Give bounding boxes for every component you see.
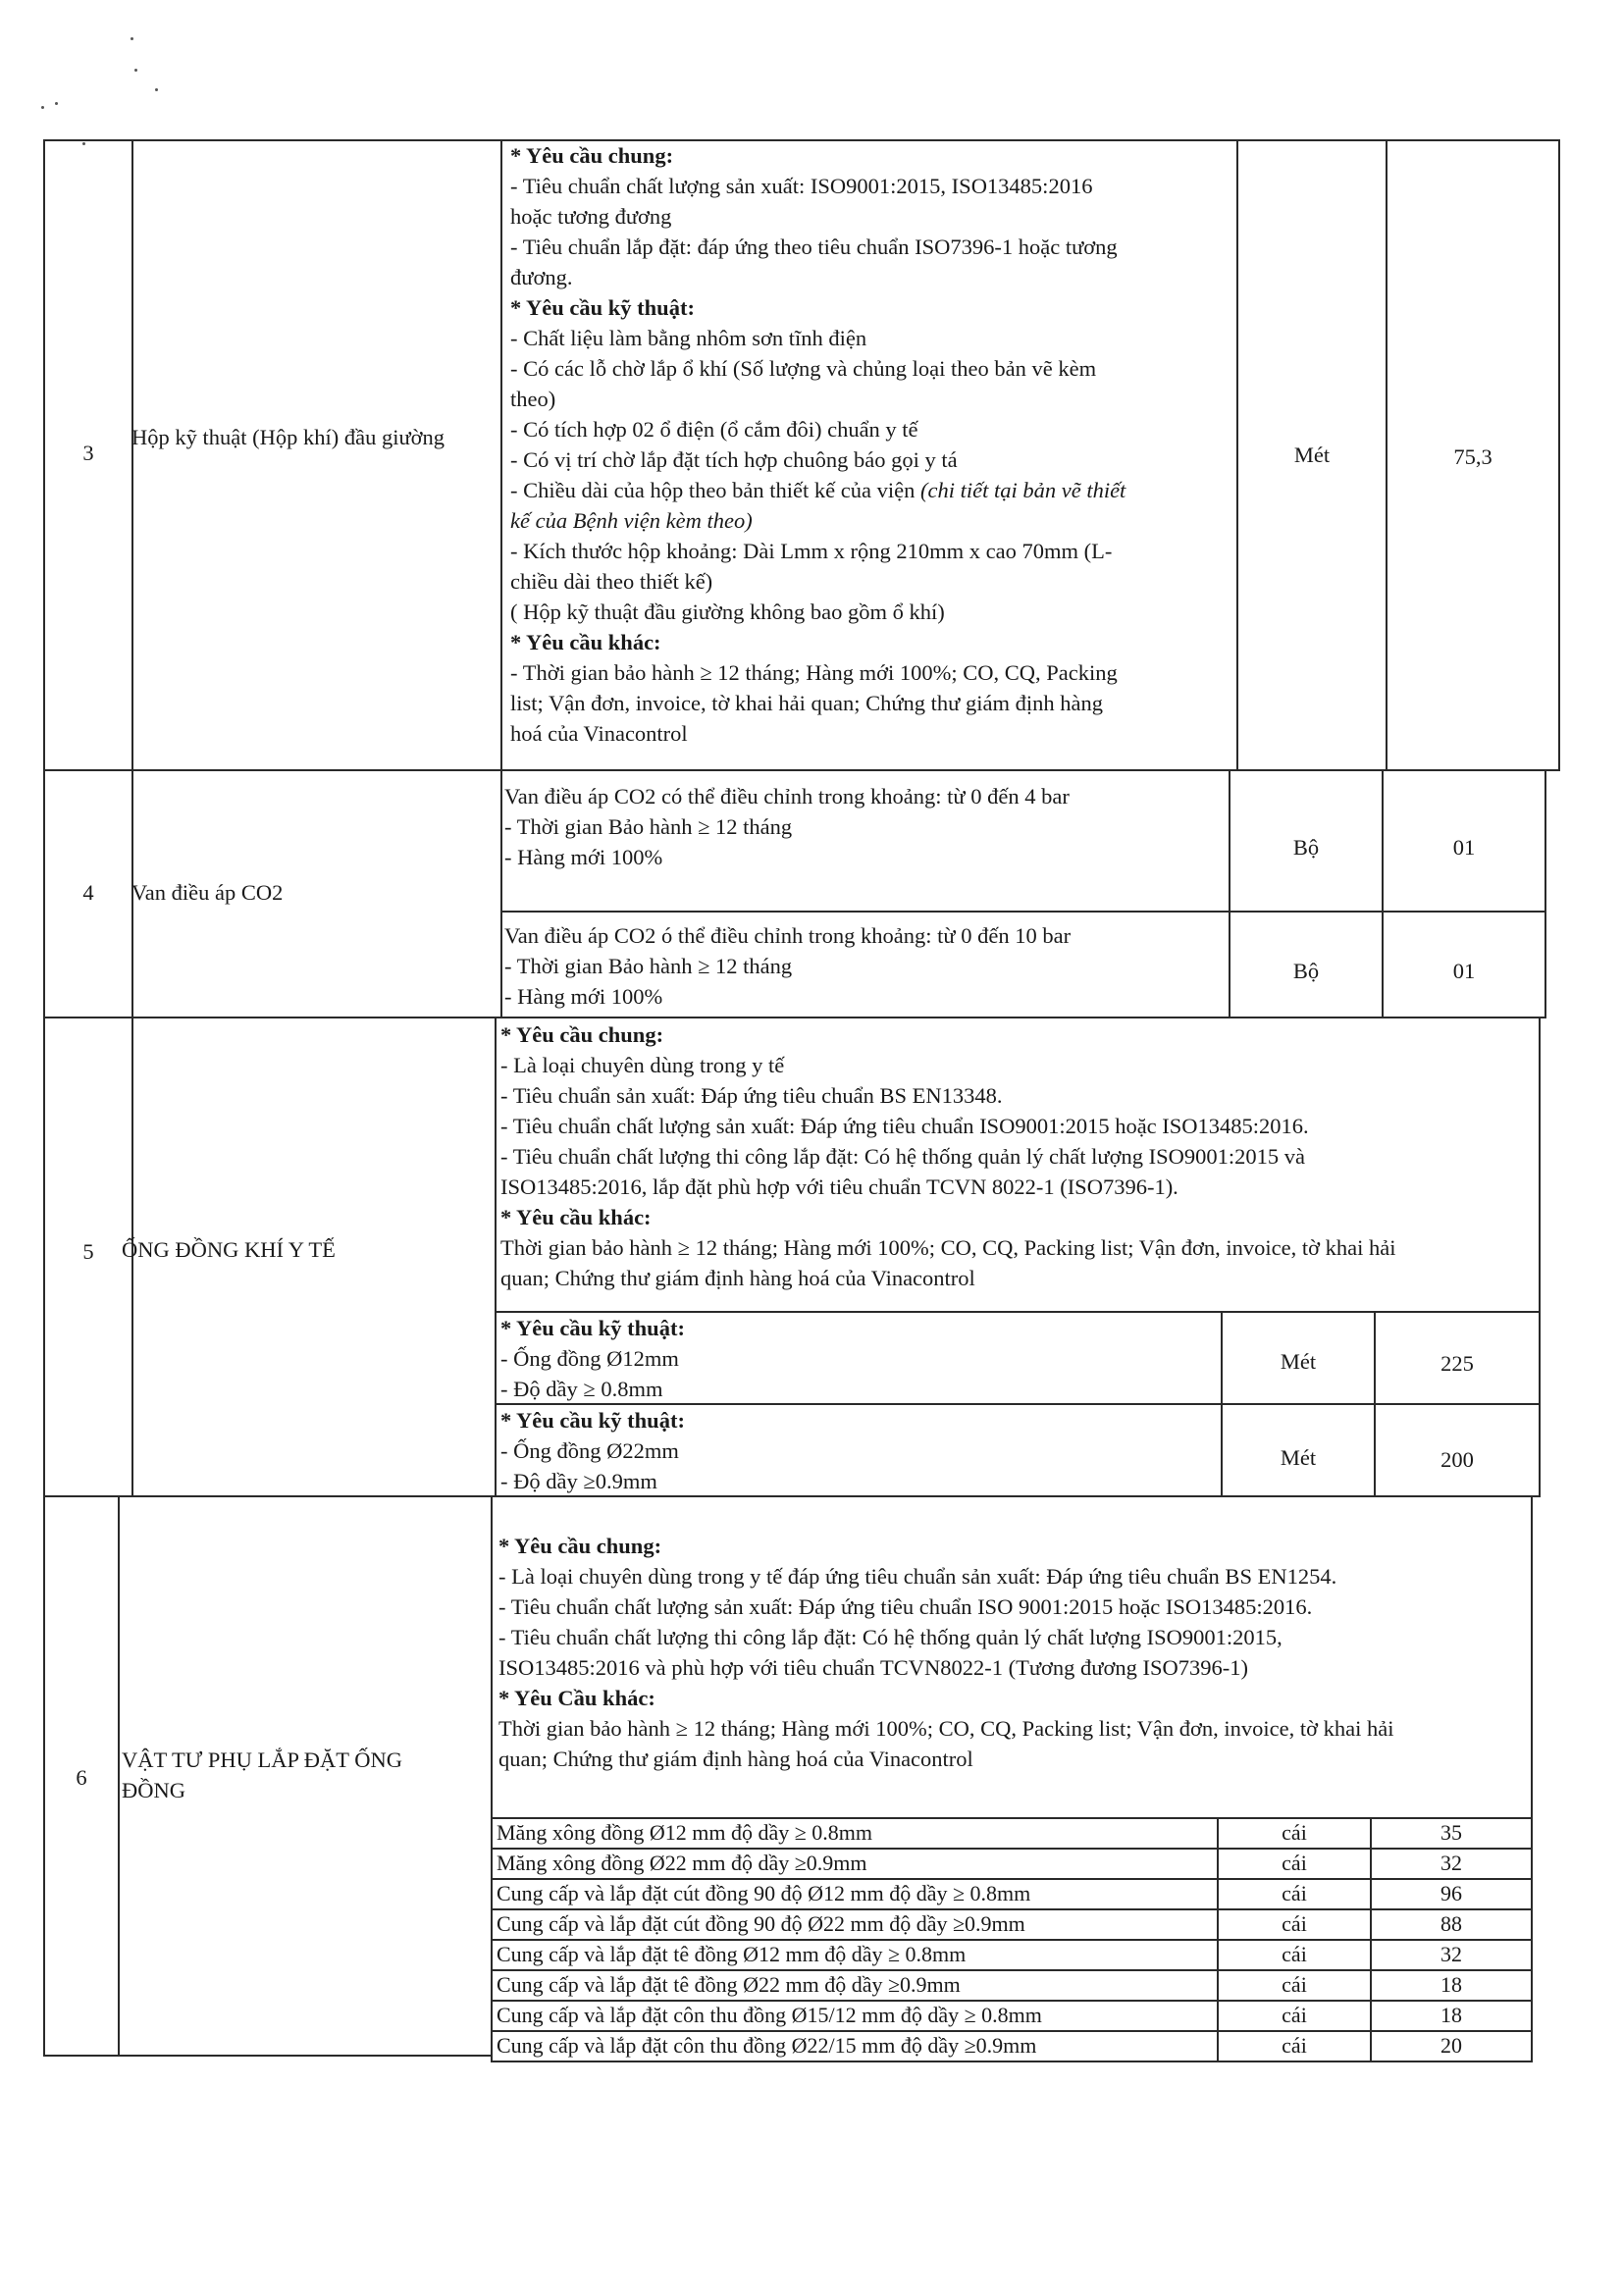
desc-line: - Là loại chuyên dùng trong y tế [500,1053,785,1077]
desc-line: - Tiêu chuẩn sản xuất: Đáp ứng tiêu chuẩn BS EN13348. [500,1083,1003,1108]
desc-line: - Là loại chuyên dùng trong y tế đáp ứng tiêu chuẩn sản xuất: Đáp ứng tiêu chuẩn BS EN1254. [498,1564,1337,1589]
row-4a-description [504,781,1227,872]
row-3-quantity: 75,3 [1453,444,1492,469]
desc-line: ISO13485:2016, lắp đặt phù hợp với tiêu chuẩn TCVN 8022-1 (ISO7396-1). [500,1174,1178,1199]
desc-line: - Thời gian bảo hành ≥ 12 tháng; Hàng mới 100%; CO, CQ, Packing [510,660,1118,685]
desc-line: ISO13485:2016 và phù hợp với tiêu chuẩn TCVN8022-1 (Tương đương ISO7396-1) [498,1655,1249,1680]
desc-line: - Tiêu chuẩn chất lượng sản xuất: Đáp ứng tiêu chuẩn ISO9001:2015 hoặc ISO13485:2016. [500,1114,1309,1138]
desc-line: * Yêu cầu khác: [500,1205,652,1229]
row-5a-unit: Mét [1280,1349,1317,1374]
row-6-item-name [122,1745,491,1805]
item-quantity: 18 [1440,2003,1462,2027]
desc-line: - Tiêu chuẩn chất lượng thi công lắp đặt: Có hệ thống quản lý chất lượng ISO9001:2015 và [500,1144,1305,1169]
desc-line: - Chiều dài của hộp theo bản thiết kế của viện (chi tiết tại bản vẽ thiết [510,478,1126,502]
item-quantity: 18 [1440,1972,1462,1997]
row-3-unit: Mét [1293,443,1331,467]
desc-line: - Có tích hợp 02 ổ điện (ổ cắm đôi) chuẩn y tế [510,417,918,442]
desc-line: - Ống đồng Ø12mm [500,1346,679,1371]
item-description: Cung cấp và lắp đặt tê đồng Ø22 mm độ dầy ≥0.9mm [497,1972,961,1997]
item-quantity: 96 [1440,1881,1462,1905]
desc-line: - Độ dầy ≥ 0.8mm [500,1377,663,1401]
row-4b-unit: Bộ [1292,959,1320,983]
item-description: Cung cấp và lắp đặt côn thu đồng Ø22/15 mm độ dầy ≥0.9mm [497,2033,1037,2058]
name-line: VẬT TƯ PHỤ LẮP ĐẶT ỐNG [122,1748,403,1772]
row-5a-quantity: 225 [1440,1351,1474,1376]
desc-line: quan; Chứng thư giám định hàng hoá của Vinacontrol [498,1747,973,1771]
item-quantity: 35 [1440,1820,1462,1845]
desc-line: - Thời gian Bảo hành ≥ 12 tháng [504,954,793,978]
item-quantity: 20 [1440,2033,1462,2058]
row-3-name-cell [131,139,502,771]
desc-line: - Có các lỗ chờ lắp ổ khí (Số lượng và chủng loại theo bản vẽ kèm [510,356,1097,381]
row-5b-quantity: 200 [1440,1447,1474,1472]
desc-line: - Thời gian Bảo hành ≥ 12 tháng [504,814,793,839]
desc-line: chiều dài theo thiết kế) [510,569,713,594]
desc-line: - Tiêu chuẩn chất lượng sản xuất: Đáp ứng tiêu chuẩn ISO 9001:2015 hoặc ISO13485:2016. [498,1594,1313,1619]
row-4b-quantity: 01 [1452,959,1476,983]
desc-line: - Tiêu chuẩn chất lượng thi công lắp đặt: Có hệ thống quản lý chất lượng ISO9001:2015, [498,1625,1283,1649]
row-3-item-name: Hộp kỹ thuật (Hộp khí) đầu giường [131,425,445,449]
item-description: Cung cấp và lắp đặt cút đồng 90 độ Ø12 mm độ dầy ≥ 0.8mm [497,1881,1031,1905]
item-unit: cái [1282,2033,1307,2058]
item-unit: cái [1282,1820,1307,1845]
desc-line: - Ống đồng Ø22mm [500,1438,679,1463]
item-unit: cái [1282,1851,1307,1875]
item-quantity: 88 [1440,1911,1462,1936]
row-5-number: 5 [82,1239,94,1264]
row-6-general-description [498,1531,1531,1774]
desc-line: - Chất liệu làm bằng nhôm sơn tĩnh điện [510,326,867,350]
item-quantity: 32 [1440,1851,1462,1875]
desc-line: - Kích thước hộp khoảng: Dài Lmm x rộng 210mm x cao 70mm (L- [510,539,1113,563]
desc-line: theo) [510,387,556,411]
row-5b-unit: Mét [1280,1445,1317,1470]
row-3-description [510,140,1236,749]
item-description: Cung cấp và lắp đặt cút đồng 90 độ Ø22 mm độ dầy ≥0.9mm [497,1911,1025,1936]
desc-line: * Yêu cầu chung: [498,1534,662,1558]
row-5a-description [500,1313,1221,1404]
row-4a-unit: Bộ [1292,835,1320,860]
item-unit: cái [1282,1942,1307,1966]
desc-line: ( Hộp kỹ thuật đầu giường không bao gồm ổ khí) [510,600,945,624]
desc-line: quan; Chứng thư giám định hàng hoá của Vinacontrol [500,1266,975,1290]
item-quantity: 32 [1440,1942,1462,1966]
item-description: Măng xông đồng Ø22 mm độ dầy ≥0.9mm [497,1851,867,1875]
desc-line: * Yêu cầu chung: [500,1022,664,1047]
desc-line: hoặc tương đương [510,204,672,229]
row-4-item-name: Van điều áp CO2 [131,880,284,905]
item-unit: cái [1282,1911,1307,1936]
item-description: Cung cấp và lắp đặt côn thu đồng Ø15/12 mm độ dầy ≥ 0.8mm [497,2003,1042,2027]
desc-line: Thời gian bảo hành ≥ 12 tháng; Hàng mới 100%; CO, CQ, Packing list; Vận đơn, invoice, tờ khai hải [498,1716,1394,1741]
desc-line: * Yêu cầu kỹ thuật: [500,1408,685,1433]
desc-line: - Độ dầy ≥0.9mm [500,1469,657,1493]
desc-line: đương. [510,265,573,289]
item-description: Măng xông đồng Ø12 mm độ dầy ≥ 0.8mm [497,1820,873,1845]
desc-line: Van điều áp CO2 ó thể điều chỉnh trong khoảng: từ 0 đến 10 bar [504,923,1072,948]
desc-line: * Yêu cầu chung: [510,143,674,168]
desc-line: Thời gian bảo hành ≥ 12 tháng; Hàng mới 100%; CO, CQ, Packing list; Vận đơn, invoice, tờ khai hải [500,1235,1396,1260]
item-description: Cung cấp và lắp đặt tê đồng Ø12 mm độ dầy ≥ 0.8mm [497,1942,967,1966]
desc-line: * Yêu cầu kỹ thuật: [510,295,695,320]
row-4-number: 4 [82,880,94,905]
name-line: ĐỒNG [122,1778,185,1802]
desc-line: * Yêu cầu kỹ thuật: [500,1316,685,1340]
desc-line: * Yêu Cầu khác: [498,1686,655,1710]
desc-line: - Hàng mới 100% [504,984,663,1009]
row-6-number: 6 [76,1765,87,1790]
desc-line: - Tiêu chuẩn chất lượng sản xuất: ISO9001:2015, ISO13485:2016 [510,174,1093,198]
row-4a-quantity: 01 [1452,835,1476,860]
row-5b-description [500,1405,1221,1496]
row-4b-description [504,920,1227,1012]
row-5-general-description [500,1019,1539,1293]
desc-line: Van điều áp CO2 có thể điều chỉnh trong khoảng: từ 0 đến 4 bar [504,784,1070,809]
item-unit: cái [1282,1881,1307,1905]
desc-line: * Yêu cầu khác: [510,630,661,654]
desc-line: - Có vị trí chờ lắp đặt tích hợp chuông báo gọi y tá [510,447,958,472]
item-unit: cái [1282,2003,1307,2027]
item-unit: cái [1282,1972,1307,1997]
desc-line: - Hàng mới 100% [504,845,663,869]
row-5-item-name: ỐNG ĐỒNG KHÍ Y TẾ [122,1237,336,1262]
desc-line: list; Vận đơn, invoice, tờ khai hải quan; Chứng thư giám định hàng [510,691,1103,715]
row-3-number: 3 [82,441,94,465]
desc-line: - Tiêu chuẩn lắp đặt: đáp ứng theo tiêu chuẩn ISO7396-1 hoặc tương [510,235,1118,259]
desc-line: hoá của Vinacontrol [510,721,688,746]
desc-line: kế của Bệnh viện kèm theo) [510,508,753,533]
